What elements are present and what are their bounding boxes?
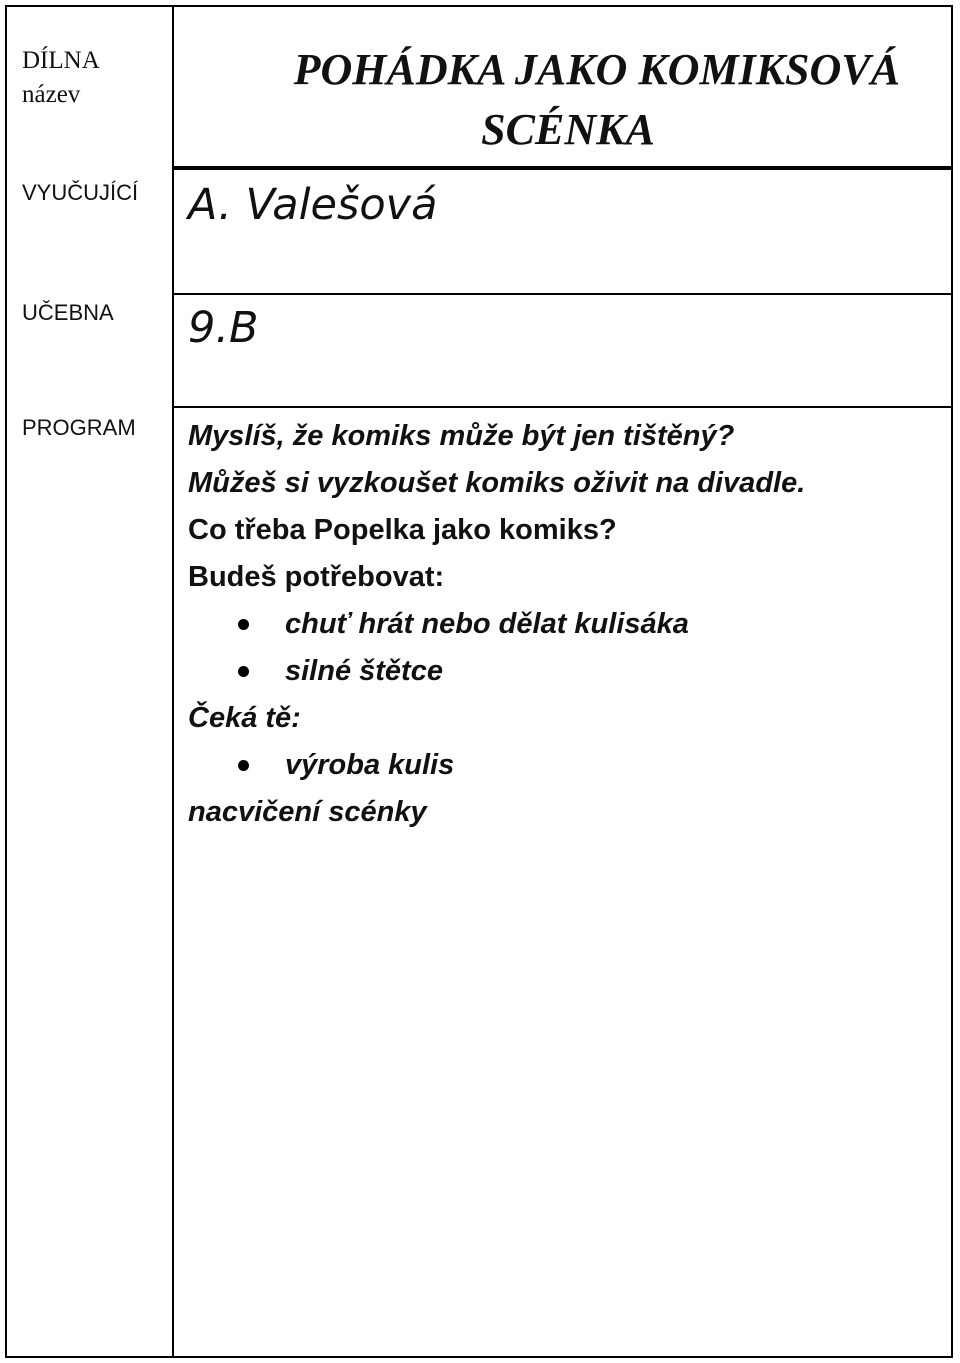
label-nazev: název [22,81,81,108]
program-line: Budeš potřebovat: [188,561,445,593]
list-item [188,742,928,789]
row-divider-teacher [174,293,953,295]
list-item [188,601,928,648]
program-line: Co třeba Popelka jako komiks? [188,514,617,546]
bullet-icon [238,619,249,630]
workshop-title [176,40,946,160]
list-item-text: výroba kulis [285,749,455,781]
bullet-icon [238,666,249,677]
label-program: PROGRAM [22,415,136,440]
list-item-text: silné štětce [285,655,443,687]
column-divider [172,5,174,1358]
program-line: Čeká tě: [188,702,301,734]
title-line-2: SCÉNKA [481,105,655,154]
program-line: Myslíš, že komiks může být jen tištěný? [188,420,735,452]
row-divider-classroom [174,406,953,408]
list-item [188,648,928,695]
classroom-value: 9.B [188,303,259,353]
list-item-text: chuť hrát nebo dělat kulisáka [285,608,689,640]
label-ucebna: UČEBNA [22,300,114,325]
program-line: nacvičení scénky [188,796,427,828]
program-description [188,413,928,836]
bullet-icon [238,760,249,771]
title-line-1: POHÁDKA JAKO KOMIKSOVÁ [293,45,900,94]
label-dilna: DÍLNA [22,47,100,74]
label-vyucujici: VYUČUJÍCÍ [22,180,139,205]
program-line: Můžeš si vyzkoušet komiks oživit na divadle. [188,467,806,499]
teacher-name: A. Valešová [188,180,438,230]
row-divider-title [174,166,953,170]
